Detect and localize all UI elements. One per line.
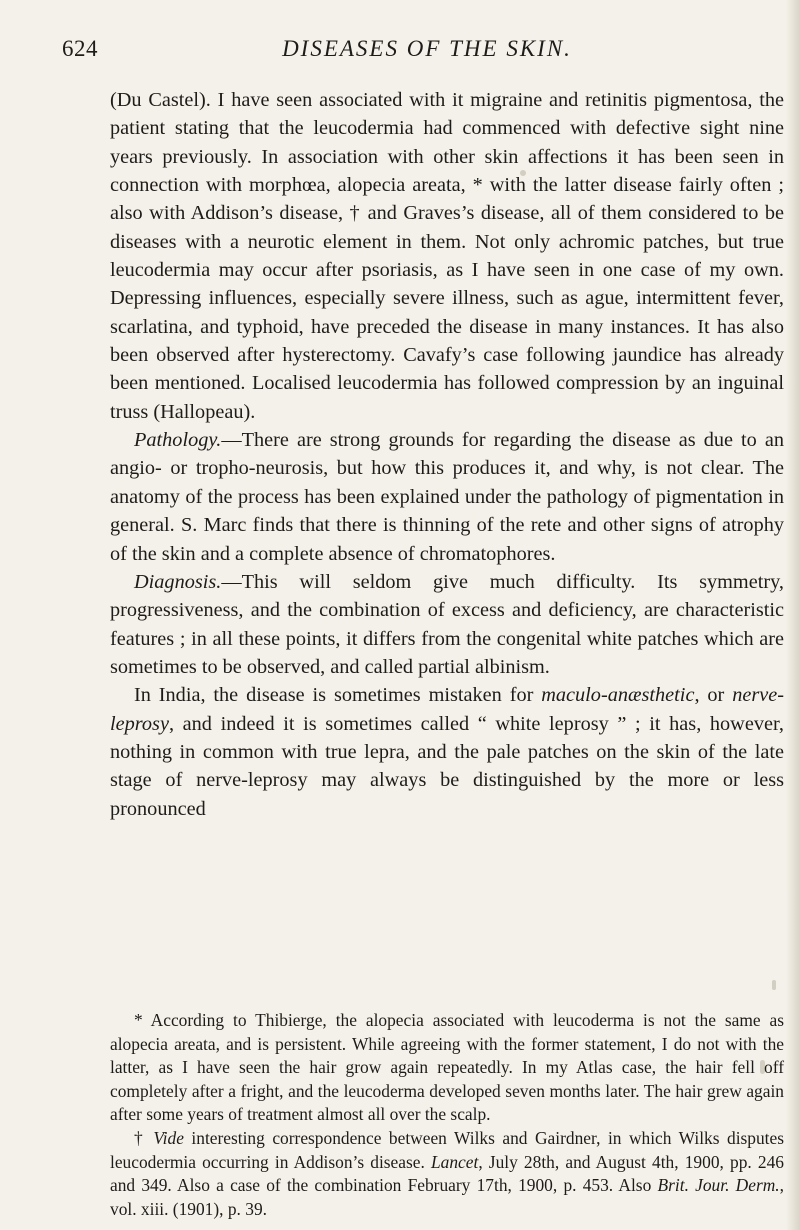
page-number: 624	[62, 36, 98, 61]
term-nerve-leprosy: nerve-leprosy	[110, 684, 784, 735]
lancet-citation: Lancet	[430, 1151, 479, 1172]
paragraph-diagnosis	[110, 568, 784, 681]
paper-speck	[520, 170, 526, 176]
main-text	[110, 86, 784, 823]
paragraph-associations: (Du Castel). I have seen associated with it migraine and retinitis pigmentosa, the patient stating that the leucodermia had commenced with defective sight nine years previously. In association with other skin affections it has been seen in connection with morphœa, alopecia areata, * with the latter disease fairly often ; also with Addison’s disease, † and Graves’s disease, all of them considered to be diseases with a neurotic element in them. Not only achromic patches, but true leucodermia may occur after psoriasis, as I have seen in one case of my own. Depressing influences, especially severe illness, such as ague, intermittent fever, scarlatina, and typhoid, have preceded the disease in many instances. It has also been observed after hysterectomy. Cavafy’s case following jaundice has already been mentioned. Localised leucodermia has followed compression by an inguinal truss (Hallopeau).	[110, 89, 784, 423]
paper-speck	[760, 1060, 765, 1074]
paragraph-india	[110, 681, 784, 823]
footnote-dagger-text-d: , vol. xiii. (1901), p. 39.	[110, 1175, 784, 1219]
page-header	[62, 36, 752, 66]
running-title: DISEASES OF THE SKIN.	[282, 36, 572, 61]
footnote-dagger	[110, 1127, 784, 1221]
term-maculo-anaesthetic: maculo-anæsthetic	[541, 684, 695, 707]
diagnosis-text: —This will seldom give much difficulty. Its symmetry, progressiveness, and the combination of excess and deficiency, are characteristic features ; in all these points, it differs from the congenital white patches which are sometimes to be observed, and called partial albinism.	[110, 570, 784, 678]
vide-word: Vide	[153, 1127, 184, 1148]
footnote-dagger-text-c: , July 28th, and August 4th, 1900, pp. 246 and 349. Also a case of the combination February 17th, 1900, p. 453. Also	[110, 1151, 784, 1196]
footnotes	[110, 1009, 784, 1221]
footnote-dagger-text-b: interesting correspondence between Wilks and Gairdner, in which Wilks disputes leucodermia occurring in Addison’s disease.	[110, 1127, 784, 1172]
journal-citation: Brit. Jour. Derm.	[657, 1175, 780, 1196]
india-text-a: In India, the disease is sometimes mistaken for	[134, 684, 542, 707]
diagnosis-heading: Diagnosis.	[134, 570, 222, 593]
paragraph-pathology	[110, 426, 784, 568]
footnote-asterisk: * According to Thibierge, the alopecia associated with leucoderma is not the same as alopecia areata, and is persistent. While agreeing with the former statement, I do not with the latter, as I have seen the hair grow again repeatedly. In my Atlas case, the hair fell off completely after a fright, and the leucoderma developed seven months later. The hair grew again after some years of treatment almost all over the scalp.	[110, 1010, 784, 1125]
pathology-text: —There are strong grounds for regarding the disease as due to an angio- or tropho-neurosis, but how this produces it, and why, is not clear. The anatomy of the process has been explained under the pathology of pigmentation in general. S. Marc finds that there is thinning of the rete and other signs of atrophy of the skin and a complete absence of chromatophores.	[110, 429, 784, 565]
pathology-heading: Pathology.	[134, 429, 222, 452]
india-text-c: , and indeed it is sometimes called “ white leprosy ” ; it has, however, nothing in common with true lepra, and the pale patches on the skin of the late stage of nerve-leprosy may always be distinguished by the more or less pronounced	[110, 712, 784, 820]
paper-speck	[772, 980, 776, 990]
page-edge-shadow	[786, 0, 800, 1230]
dagger-mark: †	[134, 1127, 154, 1148]
india-text-b: , or	[694, 684, 733, 707]
